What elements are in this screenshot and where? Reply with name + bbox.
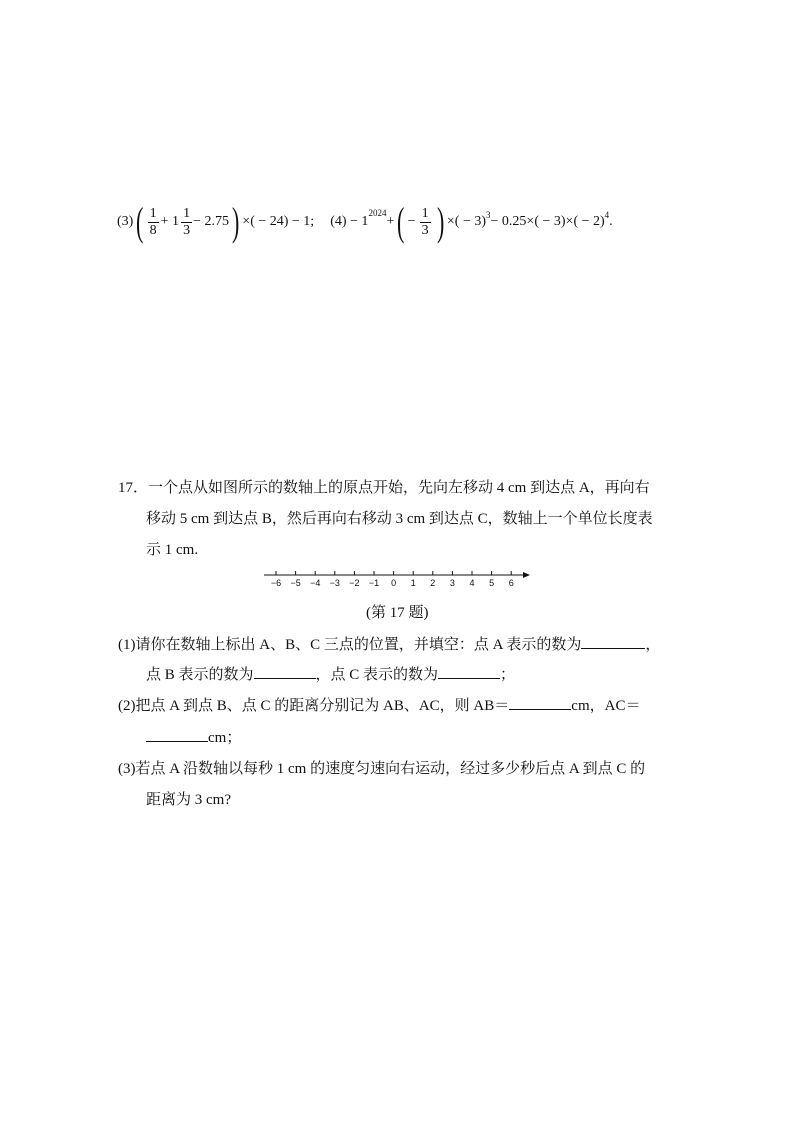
q16-part4-label: (4) − 1	[330, 214, 369, 229]
tick-label: 5	[489, 578, 495, 588]
answer-blank-ac[interactable]	[146, 727, 208, 742]
tick-label: 4	[469, 578, 475, 588]
q16-part4-tail: ×( − 3)	[446, 214, 487, 229]
q16-part4-minus: −	[407, 214, 416, 229]
tick-label: −3	[329, 578, 340, 588]
number-line-diagram	[260, 568, 540, 592]
q16-part4-plus: +	[386, 214, 395, 229]
q16-part4-end: .	[609, 214, 613, 229]
tick-label: 3	[449, 578, 455, 588]
q17-stem-line-3: 示 1 cm.	[146, 542, 199, 558]
right-paren-2: )	[436, 199, 444, 244]
answer-blank-c[interactable]	[438, 664, 500, 679]
q16-part4-exponent-3: 3	[486, 210, 491, 220]
tick-label: 2	[430, 578, 436, 588]
tick-label: −6	[270, 578, 282, 588]
tick-label: −2	[349, 578, 360, 588]
q16-part4-exponent: 2024	[368, 208, 387, 218]
q17-part3-line-2: 距离为 3 cm?	[146, 792, 231, 808]
q16-part3-plus: + 1	[160, 214, 180, 229]
q16-part4-exponent-4: 4	[604, 210, 610, 220]
tick-label: 0	[391, 578, 397, 588]
answer-blank-ab[interactable]	[509, 695, 571, 710]
figure-caption: (第 17 题)	[366, 605, 429, 621]
answer-blank-a[interactable]	[581, 634, 645, 649]
q16-part3-rest: − 2.75	[193, 214, 229, 229]
q17-part2-line-1: (2)把点 A 到点 B、点 C 的距离分别记为 AB、AC，则 AB＝ cm，AC＝	[118, 695, 640, 716]
q16-part3-label: (3)	[117, 214, 134, 229]
q17-part2-line-2: cm；	[146, 727, 241, 748]
tick-label: −5	[290, 578, 301, 588]
q17-part1-line-2: 点 B 表示的数为 ，点 C 表示的数为 ；	[146, 664, 515, 685]
q17-stem-line-1: 17．一个点从如图所示的数轴上的原点开始，先向左移动 4 cm 到达点 A，再向右	[118, 480, 650, 496]
answer-blank-b[interactable]	[254, 664, 316, 679]
q17-part1-line-1: (1)请你在数轴上标出 A、B、C 三点的位置，并填空：点 A 表示的数为 ，	[118, 634, 660, 655]
q17-part3-line-1: (3)若点 A 沿数轴以每秒 1 cm 的速度匀速向右运动，经过多少秒后点 A 到点 C 的	[118, 761, 646, 777]
tick-label: −1	[368, 578, 380, 588]
number-line-arrow	[523, 572, 530, 578]
q16-part4-tail2: − 0.25×( − 3)×( − 2)	[490, 214, 605, 229]
tick-label: 6	[508, 578, 514, 588]
right-paren: )	[231, 199, 240, 244]
left-paren-2: (	[397, 199, 405, 244]
tick-label: 1	[410, 578, 416, 588]
q17-stem-line-2: 移动 5 cm 到达点 B，然后再向右移动 3 cm 到达点 C，数轴上一个单位长度表	[146, 511, 653, 527]
q16-part3-tail: ×( − 24) − 1;	[242, 214, 315, 229]
q16-expression-line	[117, 200, 613, 244]
fraction-1-3-b: $\frac{1}{3}$	[421, 205, 429, 238]
fraction-1-3: $\frac{1}{3}$	[183, 205, 191, 238]
fraction-1-8: $\frac{1}{8}$	[149, 205, 157, 238]
tick-label: −4	[310, 578, 321, 588]
left-paren: (	[136, 199, 144, 244]
